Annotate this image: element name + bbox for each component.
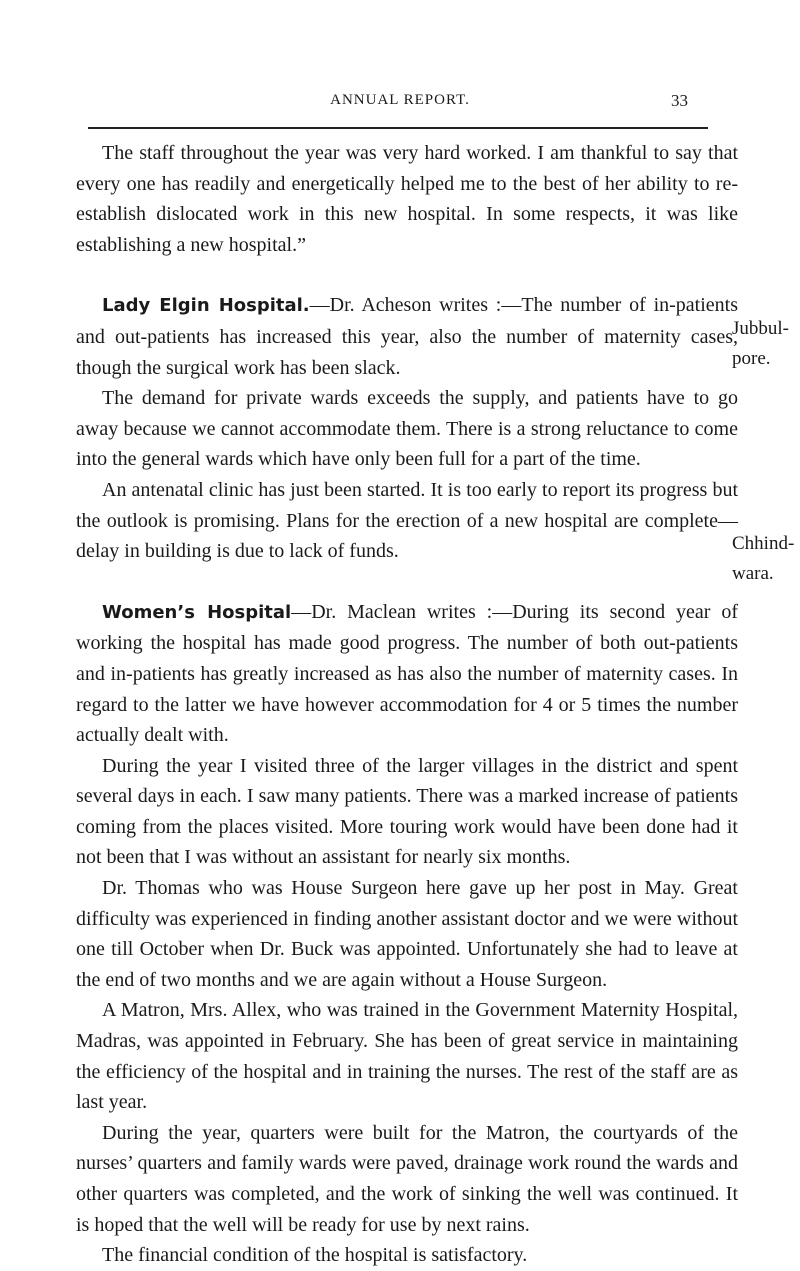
paragraph-lady-elgin <box>76 290 738 383</box>
paragraph-text: During the year, quarters were built for the Matron, the courtyards of the nurses’ quarters and family wards were paved, drainage work round the wards and other quarters was completed, and the work of sinking the well was continued. It is hoped that the well will be ready for use by next rains. <box>76 1121 738 1236</box>
section-heading-lady-elgin: Lady Elgin Hospital. <box>102 295 310 317</box>
paragraph-villages <box>76 751 738 873</box>
paragraph-text: The financial condition of the hospital is satisfactory. <box>102 1244 528 1267</box>
paragraph-text: The demand for private wards exceeds the supply, and patients have to go away because we cannot accommodate them. There is a strong reluctance to come into the general wards which have only been full for a part of the time. <box>76 387 738 471</box>
margin-note-wara: wara. <box>732 563 774 584</box>
paragraph-text: During the year I visited three of the larger villages in the district and spent several days in each. I saw many patients. There was a marked increase of patients coming from the places visited. More touring work would have been done had it not been that I was without an assistant for nearly six months. <box>76 754 738 869</box>
paragraph-text: The staff throughout the year was very hard worked. I am thankful to say that every one has readily and energetically helped me to the best of her ability to re-establish dislocated work in this new hospital. In some respects, it was like establishing a new hospital.” <box>76 142 738 256</box>
paragraph-financial <box>76 1240 738 1271</box>
paragraph-text: Dr. Thomas who was House Surgeon here gave up her post in May. Great difficulty was experienced in finding another assistant doctor and we were without one till October when Dr. Buck was appointed. Unfortunately she had to leave at the end of two months and we are again without a House Surgeon. <box>76 877 738 991</box>
section-heading-womens-hospital: Women’s Hospital <box>102 601 292 623</box>
paragraph-womens-hospital <box>76 597 738 751</box>
running-title: ANNUAL REPORT. <box>330 92 470 108</box>
paragraph-text: An antenatal clinic has just been started. It is too early to report its progress but the outlook is promising. Plans for the erection of a new hospital are complete—delay in building is due to lack of funds. <box>76 478 738 563</box>
margin-note-jubbul: Jubbul- <box>732 318 789 339</box>
margin-note-chhind: Chhind- <box>732 533 795 554</box>
paragraph-text: —Dr. Maclean writes :—During its second year of working the hospital has made good progress. The number of both out-patients and in-patients has greatly increased as has also the number of maternity cases. In regard to the latter we have however accommodation for 4 or 5 times the number actually dealt with. <box>76 600 738 747</box>
paragraph-text: —Dr. Acheson writes :—The number of in-patients and out-patients has increased this year, also the number of maternity cases, though the surgical work has been slack. <box>76 294 738 379</box>
paragraph-antenatal-clinic <box>76 475 738 567</box>
paragraph-text: A Matron, Mrs. Allex, who was trained in the Government Maternity Hospital, Madras, was appointed in February. She has been of great service in maintaining the efficiency of the hospital and in training the nurses. The rest of the staff are as last year. <box>76 999 738 1114</box>
paragraph-quarters <box>76 1118 738 1240</box>
paragraph-staff <box>76 138 738 260</box>
page-number: 33 <box>671 91 688 110</box>
paragraph-house-surgeon <box>76 873 738 995</box>
paragraph-private-wards <box>76 383 738 475</box>
header-rule <box>88 127 708 129</box>
paragraph-matron <box>76 995 738 1117</box>
margin-note-pore: pore. <box>732 348 771 369</box>
body-text <box>76 138 738 1271</box>
